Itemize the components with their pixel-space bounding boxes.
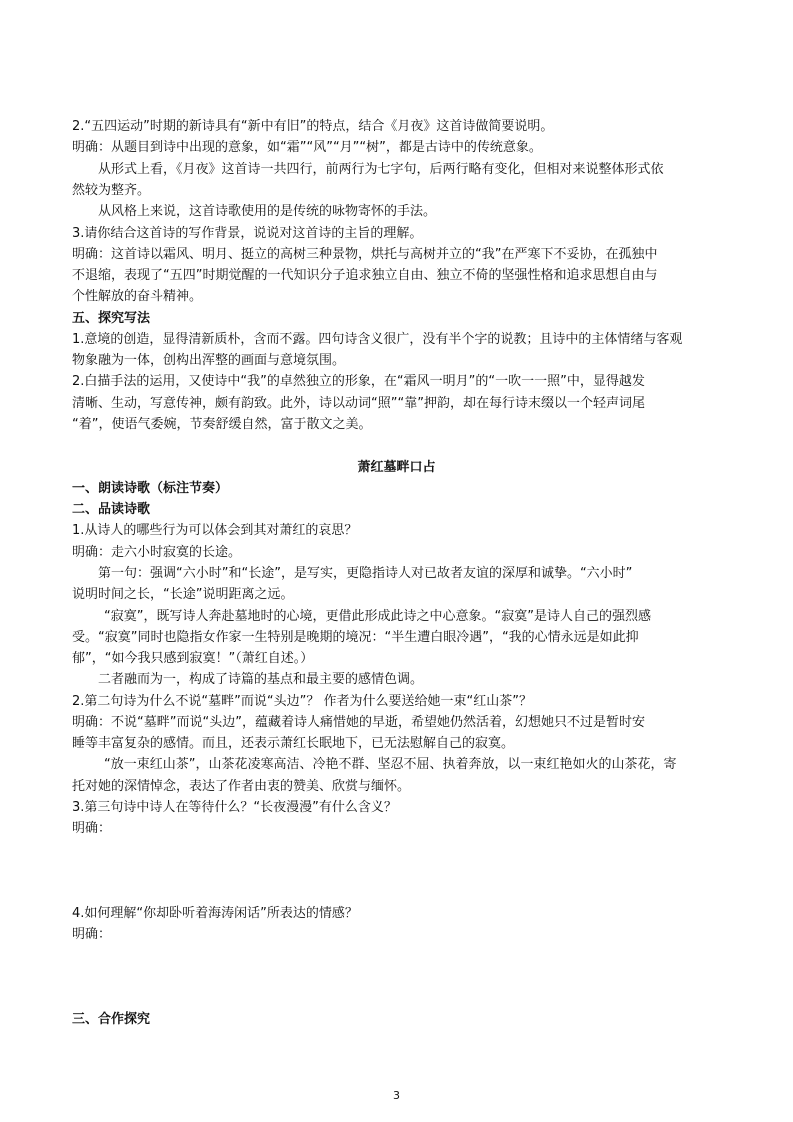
answer-text: 从风格上来说，这首诗歌使用的是传统的咏物寄怀的手法。	[98, 204, 437, 219]
answer-text: 明确：这首诗以霜风、明月、挺立的高树三种景物，烘托与高树并立的“我”在严寒下不妥协，在孤独中	[72, 247, 658, 262]
answer-label: 明确：	[72, 821, 112, 836]
poem-title: 萧红墓畔口占	[357, 460, 436, 475]
answer-text: 然较为整齐。	[72, 183, 151, 198]
section-heading: 二、品读诗歌	[72, 502, 151, 517]
question-3: 3.第三句诗中诗人在等待什么？“长夜漫漫”有什么含义？	[72, 800, 397, 815]
paragraph: 郁”，“如今我只感到寂寞！”（萧红自述。）	[72, 651, 314, 666]
question-2: 2.“五四运动”时期的新诗具有“新中有旧”的特点，结合《月夜》这首诗做简要说明。	[72, 119, 554, 134]
paragraph: “着”，使语气委婉，节奏舒缓自然，富于散文之美。	[72, 417, 372, 432]
paragraph: 受。“寂寞”同时也隐指女作家一生特别是晚期的境况：“半生遭白眼冷遇”，“我的心情永远是如此抑	[72, 630, 639, 645]
answer-text: 睡等丰富复杂的感情。而且，还表示萧红长眠地下，已无法慰解自己的寂寞。	[72, 736, 515, 751]
question-4: 4.如何理解“你却卧听着海涛闲话”所表达的情感？	[72, 906, 358, 921]
paragraph: 清晰、生动，写意传神，颇有韵致。此外，诗以动词“照”“靠”押韵，却在每行诗末缀以一个轻声词尾	[72, 396, 645, 411]
answer-text: 明确：走六小时寂寞的长途。	[72, 545, 242, 560]
paragraph: 1.意境的创造，显得清新质朴，含而不露。四句诗含义很广，没有半个字的说教；且诗中的主体情绪与客观	[72, 332, 683, 347]
paragraph: “寂寞”，既写诗人奔赴墓地时的心境，更借此形成此诗之中心意象。“寂寞”是诗人自己的强烈感	[104, 609, 651, 624]
paragraph: 说明时间之长，“长途”说明距离之远。	[72, 587, 294, 602]
answer-text: 从形式上看，《月夜》这首诗一共四行，前两行为七字句，后两行略有变化，但相对来说整体形式依	[98, 162, 664, 177]
question-3: 3.请你结合这首诗的写作背景，说说对这首诗的主旨的理解。	[72, 226, 423, 241]
section-heading: 五、探究写法	[72, 311, 151, 326]
question-2: 2.第二句诗为什么不说“墓畔”而说“头边”？ 作者为什么要送给她一束“红山茶”？	[72, 694, 532, 709]
answer-text: 明确：从题目到诗中出现的意象，如“霜”“风”“月”“树”，都是古诗中的传统意象。	[72, 140, 542, 155]
answer-text: 不退缩，表现了“五四”时期觉醒的一代知识分子追求独立自由、独立不倚的坚强性格和追求思想自由与	[72, 268, 658, 283]
answer-text: 个性解放的奋斗精神。	[72, 289, 203, 304]
question-1: 1.从诗人的哪些行为可以体会到其对萧红的哀思？	[72, 523, 358, 538]
page-number: 3	[393, 1089, 400, 1102]
section-heading: 三、合作探究	[72, 1012, 151, 1027]
paragraph: 二者融而为一，构成了诗篇的基点和最主要的感情色调。	[98, 672, 424, 687]
answer-label: 明确：	[72, 927, 112, 942]
paragraph: 托对她的深情悼念，表达了作者由衷的赞美、欣赏与缅怀。	[72, 779, 411, 794]
answer-text: 明确：不说“墓畔”而说“头边”，蕴藏着诗人痛惜她的早逝，希望她仍然活着，幻想她只不过是暂时安	[72, 715, 645, 730]
paragraph: 2.白描手法的运用，又使诗中“我”的卓然独立的形象，在“霜风一明月”的“一吹一一照”中，显得越发	[72, 374, 645, 389]
paragraph: 物象融为一体，创构出浑整的画面与意境氛围。	[72, 353, 346, 368]
paragraph: 第一句：强调“六小时”和“长途”，是写实，更隐指诗人对已故者友谊的深厚和诚挚。“六小时”	[98, 566, 633, 581]
paragraph: “放一束红山茶”，山茶花凌寒高洁、冷艳不群、坚忍不屈、执着奔放，以一束红艳如火的山茶花，寄	[104, 757, 677, 772]
section-heading: 一、朗读诗歌（标注节奏）	[72, 481, 229, 496]
